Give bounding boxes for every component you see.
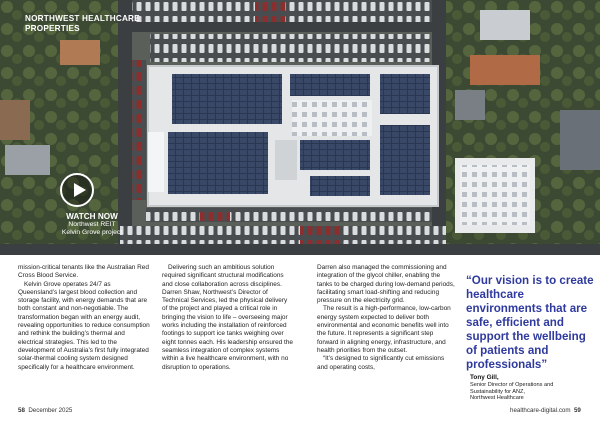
footer-left xyxy=(18,407,72,414)
section-label-line2: PROPERTIES xyxy=(25,23,80,33)
footer-right xyxy=(510,407,581,414)
author-title-line3: Northwest Healthcare xyxy=(470,395,524,402)
site-url[interactable]: healthcare-digital.com xyxy=(510,407,571,414)
paragraph: Delivering such an ambitious solution required significant structural modifications and close collaboration across disciplines. Darren Shaw, Northwest’s Director of Technical Services, led the physical delivery of the project and played a critical role in bringing the vision to life – overseeing major works including the installation of reinforced footings to support ice tanks weighing over eight tonnes each. His leadership ensured the seamless integration of complex systems within a live healthcare environment, with no disruption to operations. xyxy=(162,264,293,371)
quote-attribution xyxy=(470,375,595,402)
author-title-line2: Sustainability for ANZ, xyxy=(470,388,526,395)
paragraph: Kelvin Grove operates 24/7 as Queensland’s largest blood collection and storage facility, with energy demands that are both constant and non-negotiable. The transformation began with an energy audit, revealing opportunities to reduce consumption and rethink the building’s thermal and electrical strategies. This led to the development of Australia’s first fully integrated solar-thermal cooling system designed specifically for a healthcare environment. xyxy=(18,280,150,371)
watch-now-caption xyxy=(22,221,162,237)
section-label xyxy=(25,14,140,33)
left-page-number: 58 xyxy=(18,407,25,414)
play-video-button[interactable] xyxy=(60,173,94,207)
paragraph: The result is a high-performance, low-carbon energy system expected to deliver both environmental and economic benefits well into the future. It represents a significant step forward in aligning energy, infrastructure, and health priorities from the outset. xyxy=(317,305,451,354)
watch-now-title[interactable]: WATCH NOW xyxy=(66,212,118,221)
paragraph: Darren also managed the commissioning and integration of the glycol chiller, enabling the tanks to be charged during low-demand periods, facilitating smart load-shifting and reducing pressure on the electricity grid. xyxy=(317,264,455,305)
caption-line2: Kelvin Grove project xyxy=(61,229,123,236)
caption-line1: Northwest REIT xyxy=(68,221,116,228)
body-column-2 xyxy=(162,264,294,372)
play-icon xyxy=(74,183,86,197)
right-page-number: 59 xyxy=(573,407,581,414)
body-column-3 xyxy=(317,264,455,372)
issue-date: December 2025 xyxy=(28,407,73,414)
section-label-line1: NORTHWEST HEALTHCARE xyxy=(25,14,140,23)
paragraph: “It’s designed to significantly cut emissions and operating costs, xyxy=(317,355,445,371)
pull-quote: “Our vision is to create healthcare environments that are safe, efficient and support the wellbeing of patients and professionals” xyxy=(466,274,594,371)
paragraph: mission-critical tenants like the Australian Red Cross Blood Service. xyxy=(18,264,149,280)
body-column-1 xyxy=(18,264,150,372)
author-title-line1: Senior Director of Operations and xyxy=(470,381,554,388)
author-name: Tony Gill, xyxy=(470,374,499,381)
